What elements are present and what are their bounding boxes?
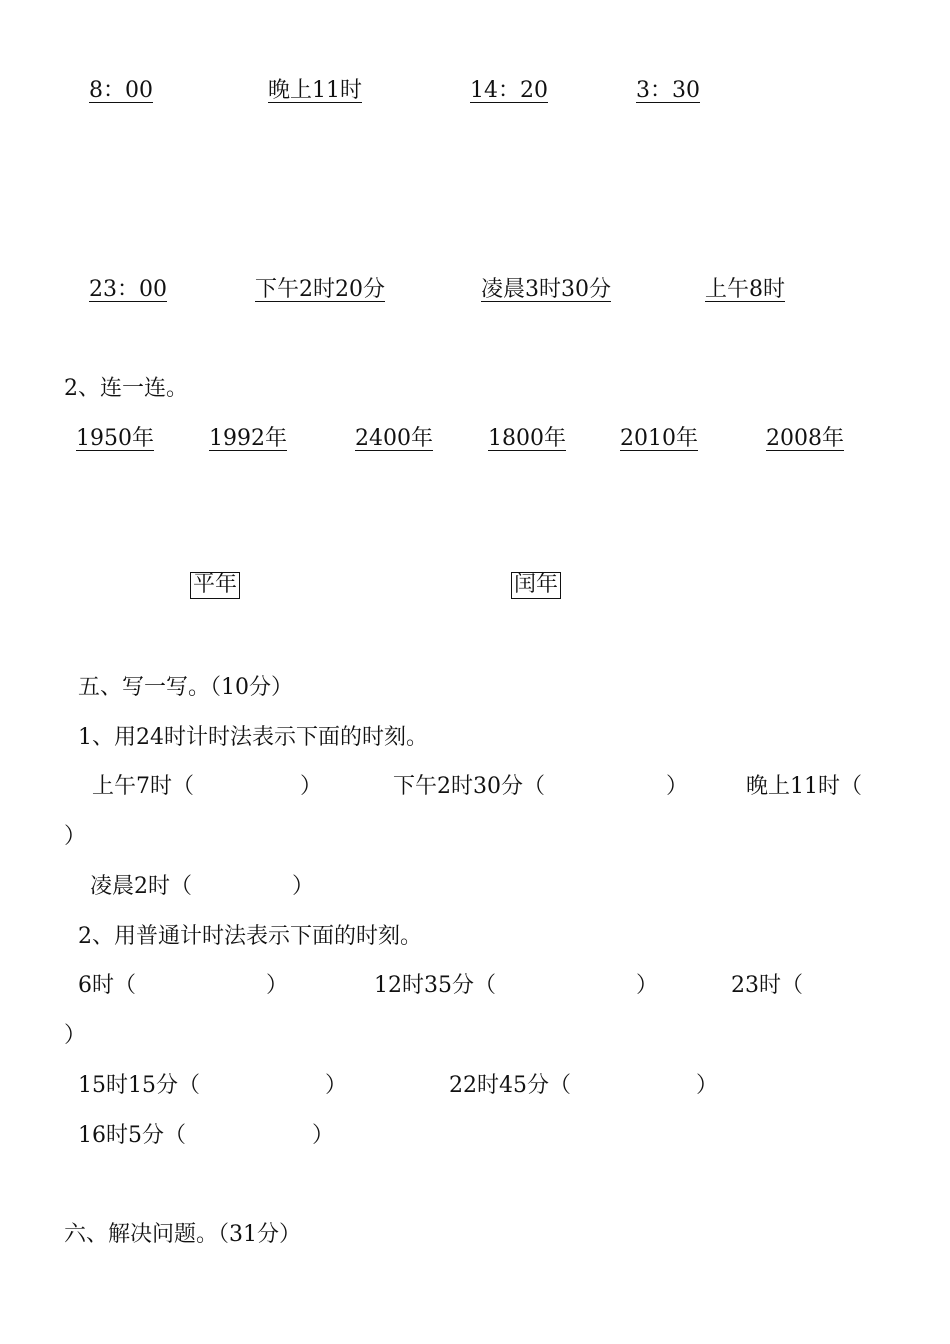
fill-close: ） [312,1123,335,1148]
year-item: 1800年 [488,426,566,451]
question-title: 1、用24时计时法表示下面的时刻。 [78,725,428,750]
question-title: 2、用普通计时法表示下面的时刻。 [78,924,422,949]
time-item: 8：00 [89,78,153,103]
fill-item: 22时45分（ [449,1073,571,1098]
fill-close: ） [325,1073,348,1098]
fill-close: ） [666,774,689,799]
fill-item: 下午2时30分（ [393,774,545,799]
fill-item: 晚上11时（ [746,774,862,799]
time-item: 凌晨3时30分 [481,277,611,302]
year-item: 1950年 [76,426,154,451]
section-title: 六、解决问题。（31分） [64,1222,301,1247]
year-item: 1992年 [209,426,287,451]
time-item: 上午8时 [705,277,785,302]
time-item: 下午2时20分 [255,277,385,302]
question-title: 2、连一连。 [64,376,188,401]
fill-item: 6时（ [78,973,136,998]
fill-item: 12时35分（ [374,973,496,998]
year-item: 2008年 [766,426,844,451]
fill-close: ） [64,1023,87,1048]
time-item: 3：30 [636,78,700,103]
year-item: 2010年 [620,426,698,451]
fill-close: ） [636,973,659,998]
fill-item: 15时15分（ [78,1073,200,1098]
category-box-common-year: 平年 [190,572,240,599]
fill-close: ） [292,874,315,899]
category-box-leap-year: 闰年 [511,572,561,599]
time-item: 14：20 [470,78,548,103]
fill-item: 16时5分（ [78,1123,186,1148]
fill-item: 23时（ [731,973,803,998]
section-title: 五、写一写。（10分） [78,675,293,700]
fill-close: ） [696,1073,719,1098]
fill-close: ） [300,774,323,799]
fill-item: 上午7时（ [92,774,194,799]
time-item: 23：00 [89,277,167,302]
fill-item: 凌晨2时（ [90,874,192,899]
year-item: 2400年 [355,426,433,451]
time-item: 晚上11时 [268,78,362,103]
fill-close: ） [266,973,289,998]
fill-close: ） [64,824,87,849]
